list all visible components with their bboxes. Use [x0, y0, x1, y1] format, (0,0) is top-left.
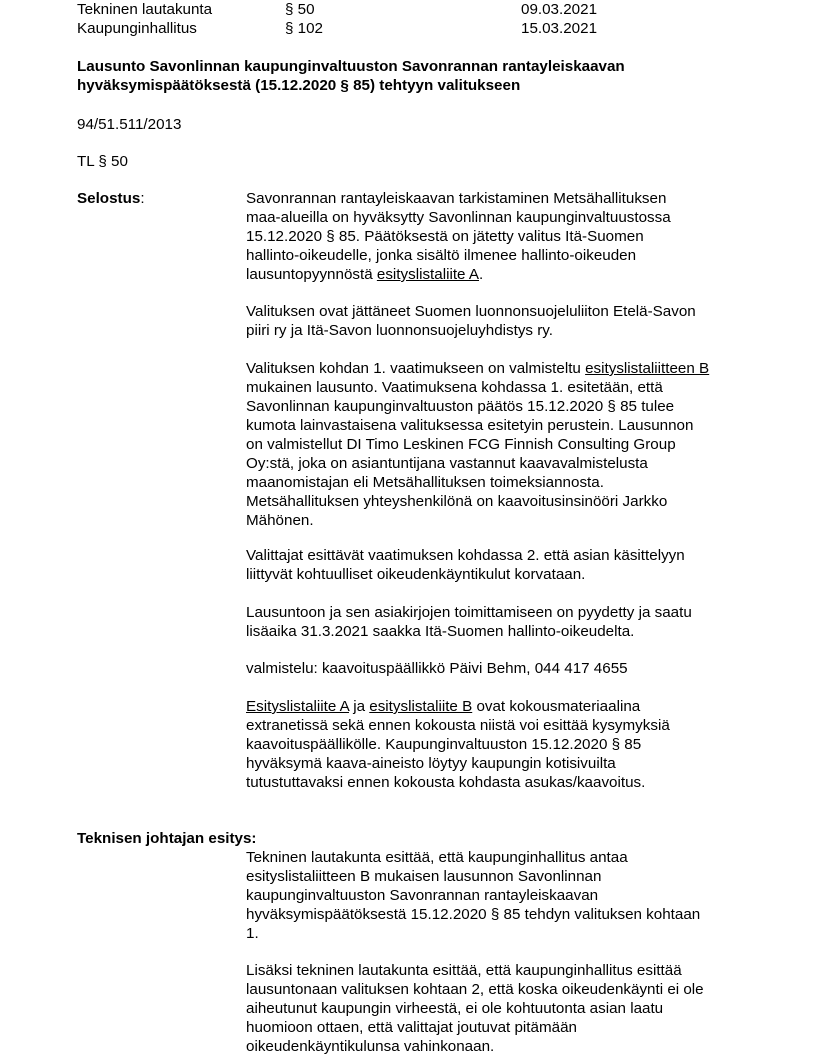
attachment-b-link[interactable]: esityslistaliitteen B	[585, 360, 710, 377]
meeting-body: Tekninen lautakunta	[77, 1, 213, 18]
text-line: maanomistajan eli Metsähallituksen toimeksiannosta.	[246, 474, 604, 491]
text-line: on valmistellut DI Timo Leskinen FCG Finnish Consulting Group	[246, 436, 676, 453]
text-line: huomioon ottaen, että valittajat joutuvat pitämään	[246, 1019, 577, 1036]
explanation-paragraph	[246, 189, 766, 284]
text-line: lausuntopyynnöstä esityslistaliite A.	[246, 266, 484, 283]
title-line: hyväksymispäätöksestä (15.12.2020 § 85) tehtyyn valitukseen	[77, 77, 521, 94]
attachment-a-link[interactable]: esityslistaliite A	[376, 266, 480, 283]
text-line: tutustuttavaksi ennen kokousta kohdasta asukas/kaavoitus.	[246, 774, 646, 791]
text-line: Valituksen kohdan 1. vaatimukseen on valmisteltu esityslistaliitteen B	[246, 360, 710, 377]
explanation-paragraph	[246, 546, 766, 584]
header-row	[77, 19, 777, 38]
text-line: Mähönen.	[246, 512, 314, 529]
text-line: kaupunginvaltuuston Savonrannan rantayleiskaavan	[246, 887, 599, 904]
selostus-label: Selostus:	[77, 190, 145, 207]
header-row	[77, 0, 777, 19]
preparer-info	[246, 659, 766, 678]
proposal-paragraph	[246, 848, 766, 943]
text-line: 1.	[246, 925, 259, 942]
attachment-b-link[interactable]: esityslistaliite B	[369, 698, 473, 715]
explanation-paragraph	[246, 302, 766, 340]
meeting-body: Kaupunginhallitus	[77, 20, 197, 37]
text-line: hyväksymispäätöksestä 15.12.2020 § 85 tehdyn valituksen kohtaan	[246, 906, 701, 923]
section-number: § 50	[285, 1, 315, 18]
meeting-date: 15.03.2021	[521, 20, 598, 37]
explanation-paragraph	[246, 603, 766, 641]
meeting-date: 09.03.2021	[521, 1, 598, 18]
section-number: § 102	[285, 20, 324, 37]
attachment-a-link[interactable]: Esityslistaliite A	[246, 698, 349, 715]
text-line: Metsähallituksen yhteyshenkilönä on kaavoitusinsinööri Jarkko	[246, 493, 668, 510]
text-line: 15.12.2020 § 85. Päätöksestä on jätetty valitus Itä-Suomen	[246, 228, 644, 245]
explanation-paragraph	[246, 359, 766, 530]
text-line: Valittajat esittävät vaatimuksen kohdassa 2. että asian käsittelyyn	[246, 547, 685, 564]
text-line: piiri ry ja Itä-Savon luonnonsuojeluyhdistys ry.	[246, 322, 553, 339]
text-line: esityslistaliitteen B mukaisen lausunnon Savonlinnan	[246, 868, 602, 885]
text-line: Tekninen lautakunta esittää, että kaupunginhallitus antaa	[246, 849, 628, 866]
tl-reference: TL § 50	[77, 153, 128, 170]
text-line: Lausuntoon ja sen asiakirjojen toimittamiseen on pyydetty ja saatu	[246, 604, 692, 621]
text-line: kumota lainvastaisena valituksessa esitetyin perustein. Lausunnon	[246, 417, 694, 434]
text-line: Oy:stä, joka on asiantuntijana vastannut kaavavalmistelusta	[246, 455, 648, 472]
text-line: Savonrannan rantayleiskaavan tarkistaminen Metsähallituksen	[246, 190, 667, 207]
text-line: lisäaika 31.3.2021 saakka Itä-Suomen hallinto-oikeudelta.	[246, 623, 635, 640]
proposal-paragraph	[246, 961, 766, 1056]
text-line: aiheutunut kaupungin virheestä, ei ole kohtuutonta asian laatu	[246, 1000, 664, 1017]
text-line: lausuntonaan valituksen kohtaan 2, että koska oikeudenkäynti ei ole	[246, 981, 704, 998]
text-line: Lisäksi tekninen lautakunta esittää, että kaupunginhallitus esittää	[246, 962, 682, 979]
text-line: hyväksymä kaava-aineisto löytyy kaupungin kotisivuilta	[246, 755, 616, 772]
text-line: Valituksen ovat jättäneet Suomen luonnonsuojeluliiton Etelä-Savon	[246, 303, 696, 320]
proposal-label: Teknisen johtajan esitys:	[77, 830, 257, 847]
record-number: 94/51.511/2013	[77, 116, 182, 133]
text-line: mukainen lausunto. Vaatimuksena kohdassa 1. esitetään, että	[246, 379, 663, 396]
text-line: valmistelu: kaavoituspäällikkö Päivi Behm, 044 417 4655	[246, 660, 628, 677]
title-line: Lausunto Savonlinnan kaupunginvaltuuston Savonrannan rantayleiskaavan	[77, 58, 625, 75]
text-line: liittyvät kohtuulliset oikeudenkäyntikulut korvataan.	[246, 566, 586, 583]
text-line: extranetissä sekä ennen kokousta niistä voi esittää kysymyksiä	[246, 717, 670, 734]
text-line: Esityslistaliite A ja esityslistaliite B ovat kokousmateriaalina	[246, 698, 641, 715]
explanation-paragraph	[246, 697, 766, 792]
text-line: maa-alueilla on hyväksytty Savonlinnan kaupunginvaltuustossa	[246, 209, 671, 226]
text-line: kaavoituspäällikölle. Kaupunginvaltuuston 15.12.2020 § 85	[246, 736, 642, 753]
text-line: oikeudenkäyntikulunsa vahinkonaan.	[246, 1038, 495, 1055]
text-line: hallinto-oikeudelle, jonka sisältö ilmenee hallinto-oikeuden	[246, 247, 637, 264]
text-line: Savonlinnan kaupunginvaltuuston päätös 15.12.2020 § 85 tulee	[246, 398, 675, 415]
